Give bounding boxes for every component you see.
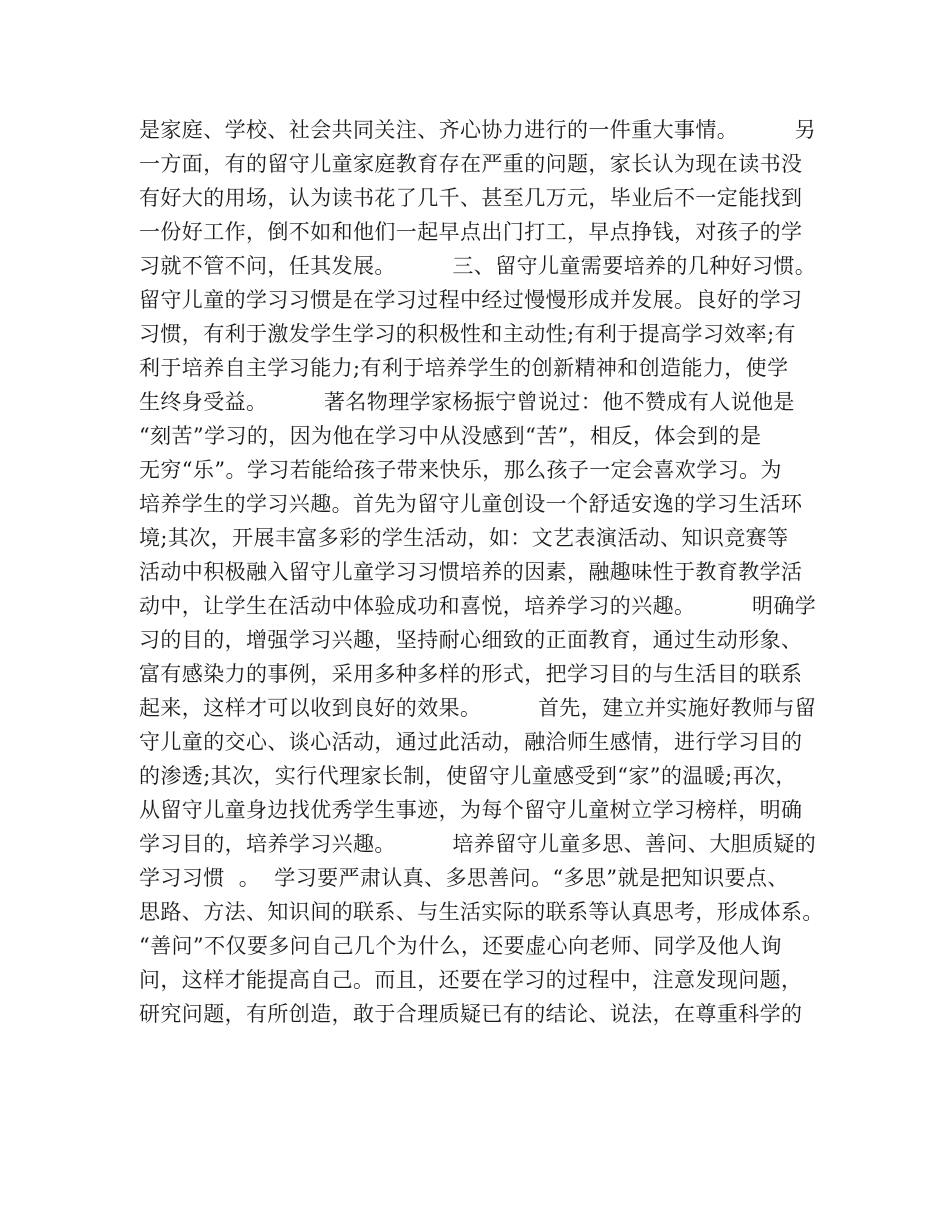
text-line: 守儿童的交心、谈心活动，通过此活动，融洽师生感情，进行学习目的 — [139, 730, 803, 754]
text-line: 利于培养自主学习能力;有利于培养学生的创新精神和创造能力，使学 — [139, 356, 789, 380]
text-line: 培养学生的学习兴趣。首先为留守儿童创设一个舒适安逸的学习生活环 — [139, 492, 803, 516]
text-line: 研究问题，有所创造，敢于合理质疑已有的结论、说法，在尊重科学的 — [139, 1002, 803, 1026]
text-line: 一份好工作，倒不如和他们一起早点出门打工，早点挣钱，对孩子的学 — [139, 220, 803, 244]
text-line: 习的目的，增强学习兴趣，坚持耐心细致的正面教育，通过生动形象、 — [139, 628, 803, 652]
text-line: 学习习惯 。 学习要严肃认真、多思善问。“多思”就是把知识要点、 — [139, 866, 789, 890]
text-line: 起来，这样才可以收到良好的效果。 首先，建立并实施好教师与留 — [139, 696, 817, 720]
text-line: 从留守儿童身边找优秀学生事迹，为每个留守儿童树立学习榜样，明确 — [139, 798, 803, 822]
text-line: 问，这样才能提高自己。而且，还要在学习的过程中，注意发现问题， — [139, 968, 803, 992]
text-line: “善问”不仅要多问自己几个为什么，还要虚心向老师、同学及他人询 — [139, 934, 782, 958]
text-line: 有好大的用场，认为读书花了几千、甚至几万元，毕业后不一定能找到 — [139, 186, 803, 210]
body-text — [139, 113, 829, 1031]
text-line: 生终身受益。 著名物理学家杨振宁曾说过：他不赞成有人说他是 — [139, 390, 795, 414]
text-line: 无穷“乐”。学习若能给孩子带来快乐，那么孩子一定会喜欢学习。为 — [139, 458, 782, 482]
text-line: 留守儿童的学习习惯是在学习过程中经过慢慢形成并发展。良好的学习 — [139, 288, 803, 312]
text-line: 习惯，有利于激发学生学习的积极性和主动性;有利于提高学习效率;有 — [139, 322, 796, 346]
text-line: 境;其次，开展丰富多彩的学生活动，如：文艺表演活动、知识竞赛等 — [139, 526, 789, 550]
text-line: 思路、方法、知识间的联系、与生活实际的联系等认真思考，形成体系。 — [139, 900, 824, 924]
text-line: 学习目的，培养学习兴趣。 培养留守儿童多思、善问、大胆质疑的 — [139, 832, 817, 856]
text-line: 富有感染力的事例，采用多种多样的形式，把学习目的与生活目的联系 — [139, 662, 803, 686]
text-line: 的渗透;其次，实行代理家长制，使留守儿童感受到“家”的温暖;再次， — [139, 764, 797, 788]
text-line: 动中，让学生在活动中体验成功和喜悦，培养学习的兴趣。 明确学 — [139, 594, 817, 618]
text-line: 习就不管不问，任其发展。 三、留守儿童需要培养的几种好习惯。 — [139, 254, 817, 278]
text-line: 是家庭、学校、社会共同关注、齐心协力进行的一件重大事情。 另 — [139, 118, 817, 142]
text-line: “刻苦”学习的，因为他在学习中从没感到“苦”，相反，体会到的是 — [139, 424, 762, 448]
text-line: 一方面，有的留守儿童家庭教育存在严重的问题，家长认为现在读书没 — [139, 152, 803, 176]
text-line: 活动中积极融入留守儿童学习习惯培养的因素，融趣味性于教育教学活 — [139, 560, 803, 584]
